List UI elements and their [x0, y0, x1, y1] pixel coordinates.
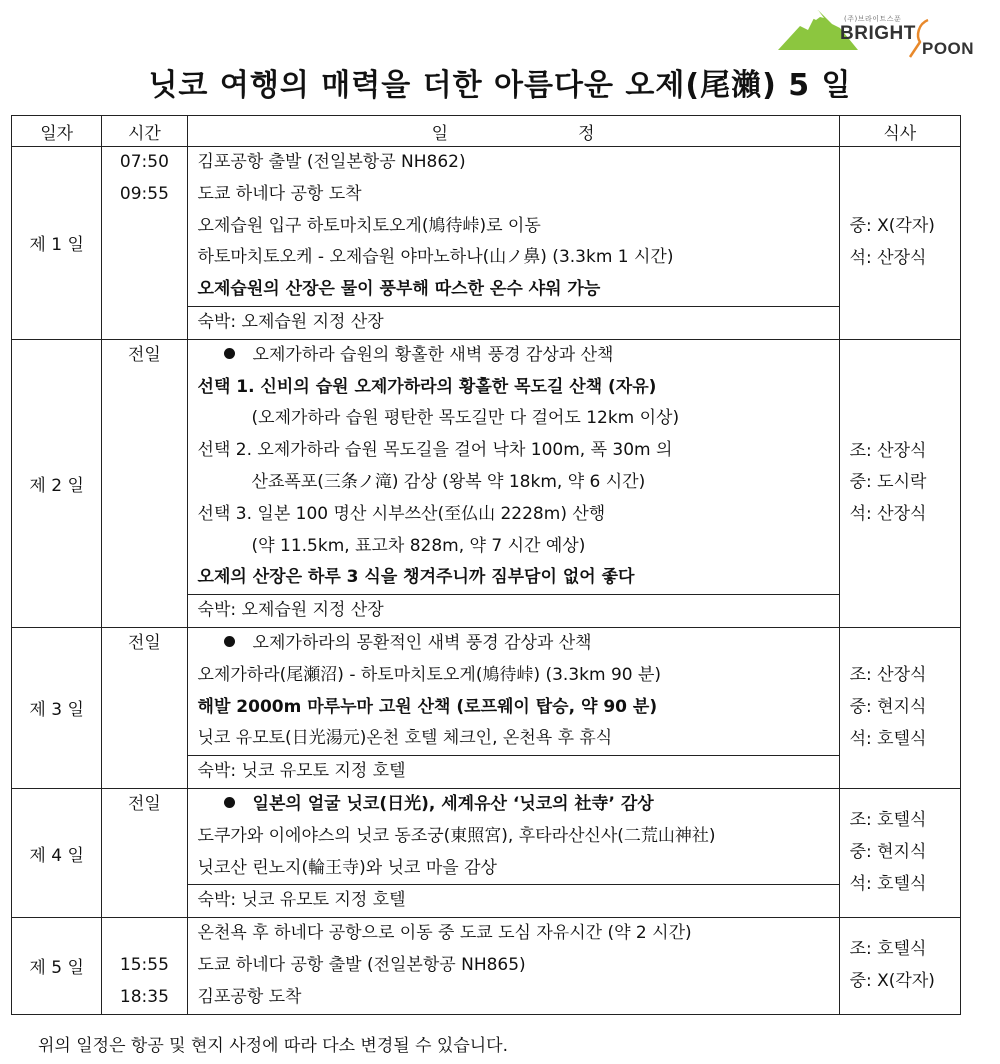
bullet-icon: [224, 636, 235, 647]
day-row: [12, 788, 961, 917]
meal-item: 중: 도시락: [849, 472, 927, 493]
logo-small-text: (주)브라이트스푼: [844, 15, 902, 23]
schedule-highlight: 선택 1. 신비의 습원 오제가하라의 황홀한 목도길 산책 (자유): [197, 376, 657, 397]
day-label: 제 4 일: [12, 788, 102, 917]
header-meal: 식사: [839, 116, 960, 147]
day-row: [12, 147, 961, 340]
time-cell: [102, 918, 187, 1014]
header-schedule-char1: 일: [431, 123, 449, 144]
meal-item: 조: 산장식: [849, 440, 927, 461]
schedule-line: 선택 2. 오제가하라 습원 목도길을 걸어 낙차 100m, 폭 30m 의: [197, 440, 673, 461]
schedule-line: 온천욕 후 하네다 공항으로 이동 중 도쿄 도심 자유시간 (약 2 시간): [197, 923, 692, 944]
meal-item: 중: X(각자): [849, 216, 935, 237]
schedule-bullet-line: [188, 628, 839, 660]
header-day: 일자: [12, 116, 102, 147]
header-schedule: [187, 116, 839, 147]
meal-item: 조: 호텔식: [849, 939, 927, 960]
day-row: [12, 339, 961, 627]
schedule-line: 김포공항 출발 (전일본항공 NH862): [197, 152, 466, 172]
footnote: 위의 일정은 항공 및 현지 사정에 따라 다소 변경될 수 있습니다.: [38, 1036, 508, 1056]
schedule-highlight: 오제의 산장은 하루 3 식을 챙겨주니까 짐부담이 없어 좋다: [197, 567, 635, 588]
schedule-line: 오제가하라(尾瀬沼) - 하토마치토오게(鳩待峠) (3.3km 90 분): [197, 664, 662, 685]
time-spacer: [102, 918, 186, 950]
accommodation-line: 숙박: 닛코 유모토 지정 호텔: [188, 884, 839, 917]
schedule-bullet-line: [188, 789, 839, 821]
schedule-line: 닛코 유모토(日光湯元)온천 호텔 체크인, 온천욕 후 휴식: [197, 728, 613, 749]
schedule-cell: [187, 788, 839, 917]
schedule-line: (약 11.5km, 표고차 828m, 약 7 시간 예상): [251, 535, 586, 556]
header-row: [12, 116, 961, 147]
schedule-line: 김포공항 도착: [197, 986, 302, 1007]
time-cell: [102, 627, 187, 788]
meal-cell: [839, 918, 960, 1014]
header-schedule-char2: 정: [578, 123, 595, 144]
bullet-text: 오제가하라 습원의 황홀한 새벽 풍경 감상과 산책: [252, 344, 614, 365]
meal-item: 석: 호텔식: [849, 873, 927, 894]
logo-poon-text: POON: [922, 39, 975, 58]
schedule-bullet-line: [188, 340, 839, 372]
schedule-line: 하토마치토오케 - 오제습원 야마노하나(山ノ鼻) (3.3km 1 시간): [197, 247, 674, 268]
time-value: 전일: [127, 793, 161, 814]
schedule-cell: [187, 147, 839, 340]
schedule-line: 닛코산 린노지(輪王寺)와 닛코 마을 감상: [197, 857, 497, 878]
time-cell: [102, 147, 187, 340]
schedule-line: 산죠폭포(三条ノ滝) 감상 (왕복 약 18km, 약 6 시간): [251, 471, 646, 492]
itinerary-table: [11, 115, 961, 1015]
meal-item: 석: 산장식: [849, 504, 927, 525]
bullet-icon: [224, 797, 235, 808]
meal-cell: [839, 339, 960, 627]
schedule-line: (오제가하라 습원 평탄한 목도길만 다 걸어도 12km 이상): [251, 408, 680, 429]
meal-item: 석: 산장식: [849, 247, 927, 268]
day-row: [12, 627, 961, 788]
time-value: 07:50: [119, 152, 169, 172]
bullet-text: 일본의 얼굴 닛코(日光), 세계유산 ‘닛코의 社寺’ 감상: [252, 793, 654, 814]
page-title: 닛코 여행의 매력을 더한 아름다운 오제(尾瀨) 5 일: [148, 68, 852, 103]
day-label: 제 5 일: [12, 918, 102, 1014]
company-logo: [778, 4, 988, 64]
schedule-line: 도쿄 하네다 공항 출발 (전일본항공 NH865): [197, 954, 526, 975]
meal-item: 중: X(각자): [849, 970, 935, 991]
meal-item: 중: 현지식: [849, 697, 927, 718]
time-cell: [102, 339, 187, 627]
schedule-highlight: 해발 2000m 마루누마 고원 산책 (로프웨이 탑승, 약 90 분): [197, 696, 658, 717]
day-row: [12, 918, 961, 1014]
meal-item: 중: 현지식: [849, 842, 927, 863]
schedule-cell: [187, 918, 839, 1014]
schedule-cell: [187, 627, 839, 788]
day-label: 제 2 일: [12, 339, 102, 627]
logo-bright-text: BRIGHT: [840, 23, 916, 44]
schedule-line: 선택 3. 일본 100 명산 시부쓰산(至仏山 2228m) 산행: [197, 503, 606, 524]
time-value: 15:55: [119, 954, 169, 975]
bullet-text: 오제가하라의 몽환적인 새벽 풍경 감상과 산책: [252, 632, 592, 653]
meal-cell: [839, 627, 960, 788]
schedule-highlight: 오제습원의 산장은 물이 풍부해 따스한 온수 샤워 가능: [197, 279, 601, 300]
bullet-icon: [224, 348, 235, 359]
time-value: 전일: [127, 632, 161, 653]
meal-item: 석: 호텔식: [849, 728, 927, 749]
schedule-line: 도쿠가와 이에야스의 닛코 동조궁(東照宮), 후타라산신사(二荒山神社): [197, 825, 716, 846]
day-label: 제 1 일: [12, 147, 102, 340]
accommodation-line: 숙박: 오제습원 지정 산장: [188, 594, 839, 627]
meal-cell: [839, 147, 960, 340]
time-value: 18:35: [119, 986, 169, 1007]
accommodation-line: 숙박: 오제습원 지정 산장: [188, 306, 839, 339]
time-cell: [102, 788, 187, 917]
meal-cell: [839, 788, 960, 917]
time-value: 전일: [127, 344, 161, 365]
accommodation-line: 숙박: 닛코 유모토 지정 호텔: [188, 755, 839, 788]
meal-item: 조: 호텔식: [849, 810, 927, 831]
schedule-line: 도쿄 하네다 공항 도착: [197, 183, 362, 204]
schedule-cell: [187, 339, 839, 627]
header-time: 시간: [102, 116, 187, 147]
meal-item: 조: 산장식: [849, 665, 927, 686]
schedule-line: 오제습원 입구 하토마치토오게(鳩待峠)로 이동: [197, 215, 541, 236]
day-label: 제 3 일: [12, 627, 102, 788]
time-value: 09:55: [119, 183, 169, 204]
